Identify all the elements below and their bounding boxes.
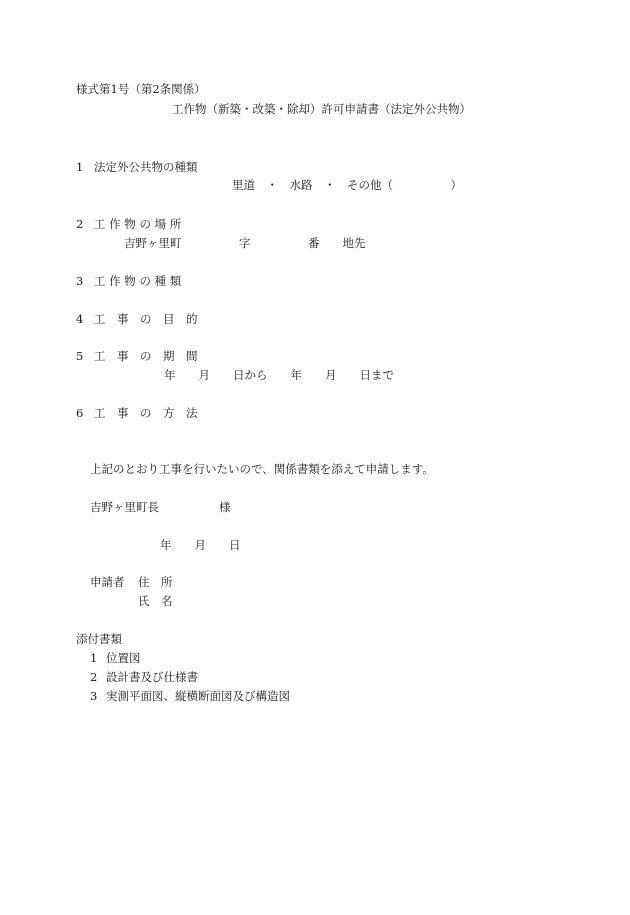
item-label-construction-period: 工 事 の 期 間 [94,349,198,363]
attachment-item: 実測平面図、縦横断面図及び構造図 [106,689,290,703]
attachment-item: 設計書及び仕様書 [106,670,198,684]
applicant-address-label: 住 所 [138,575,173,589]
item-number: 6 [76,406,84,420]
item-number: 4 [76,312,84,326]
addressee-name: 吉野ヶ里町長 [90,500,159,514]
item-label-structure-location: 工 作 物 の 場 所 [94,217,182,231]
item-number: 5 [76,349,84,363]
applicant-label: 申請者 [90,575,125,589]
structure-location-line: 吉野ヶ里町 字 番 地先 [124,236,366,250]
public-property-type-options: 里道 ・ 水路 ・ その他（ ） [232,178,462,192]
attachment-number: 2 [90,670,98,684]
item-number: 3 [76,274,84,288]
application-statement: 上記のとおり工事を行いたいので、関係書類を添えて申請します。 [90,462,434,476]
item-label-public-property-type: 法定外公共物の種類 [94,160,198,174]
attachment-number: 1 [90,651,98,665]
attachments-heading: 添付書類 [76,632,122,646]
application-date-line: 年 月 日 [160,538,241,552]
addressee-honorific: 様 [219,500,231,514]
attachment-item: 位置図 [106,651,141,665]
item-label-structure-type: 工 作 物 の 種 類 [94,274,182,288]
item-number: 2 [76,217,84,231]
construction-period-line: 年 月 日から 年 月 日まで [164,368,394,382]
applicant-name-label: 氏 名 [138,594,173,608]
item-number: 1 [76,160,84,174]
document-title: 工作物（新築・改築・除却）許可申請書（法定外公共物） [172,102,471,116]
item-label-construction-method: 工 事 の 方 法 [94,406,198,420]
form-number: 様式第1号（第2条関係） [76,82,206,96]
attachment-number: 3 [90,689,98,703]
item-label-construction-purpose: 工 事 の 目 的 [94,312,198,326]
